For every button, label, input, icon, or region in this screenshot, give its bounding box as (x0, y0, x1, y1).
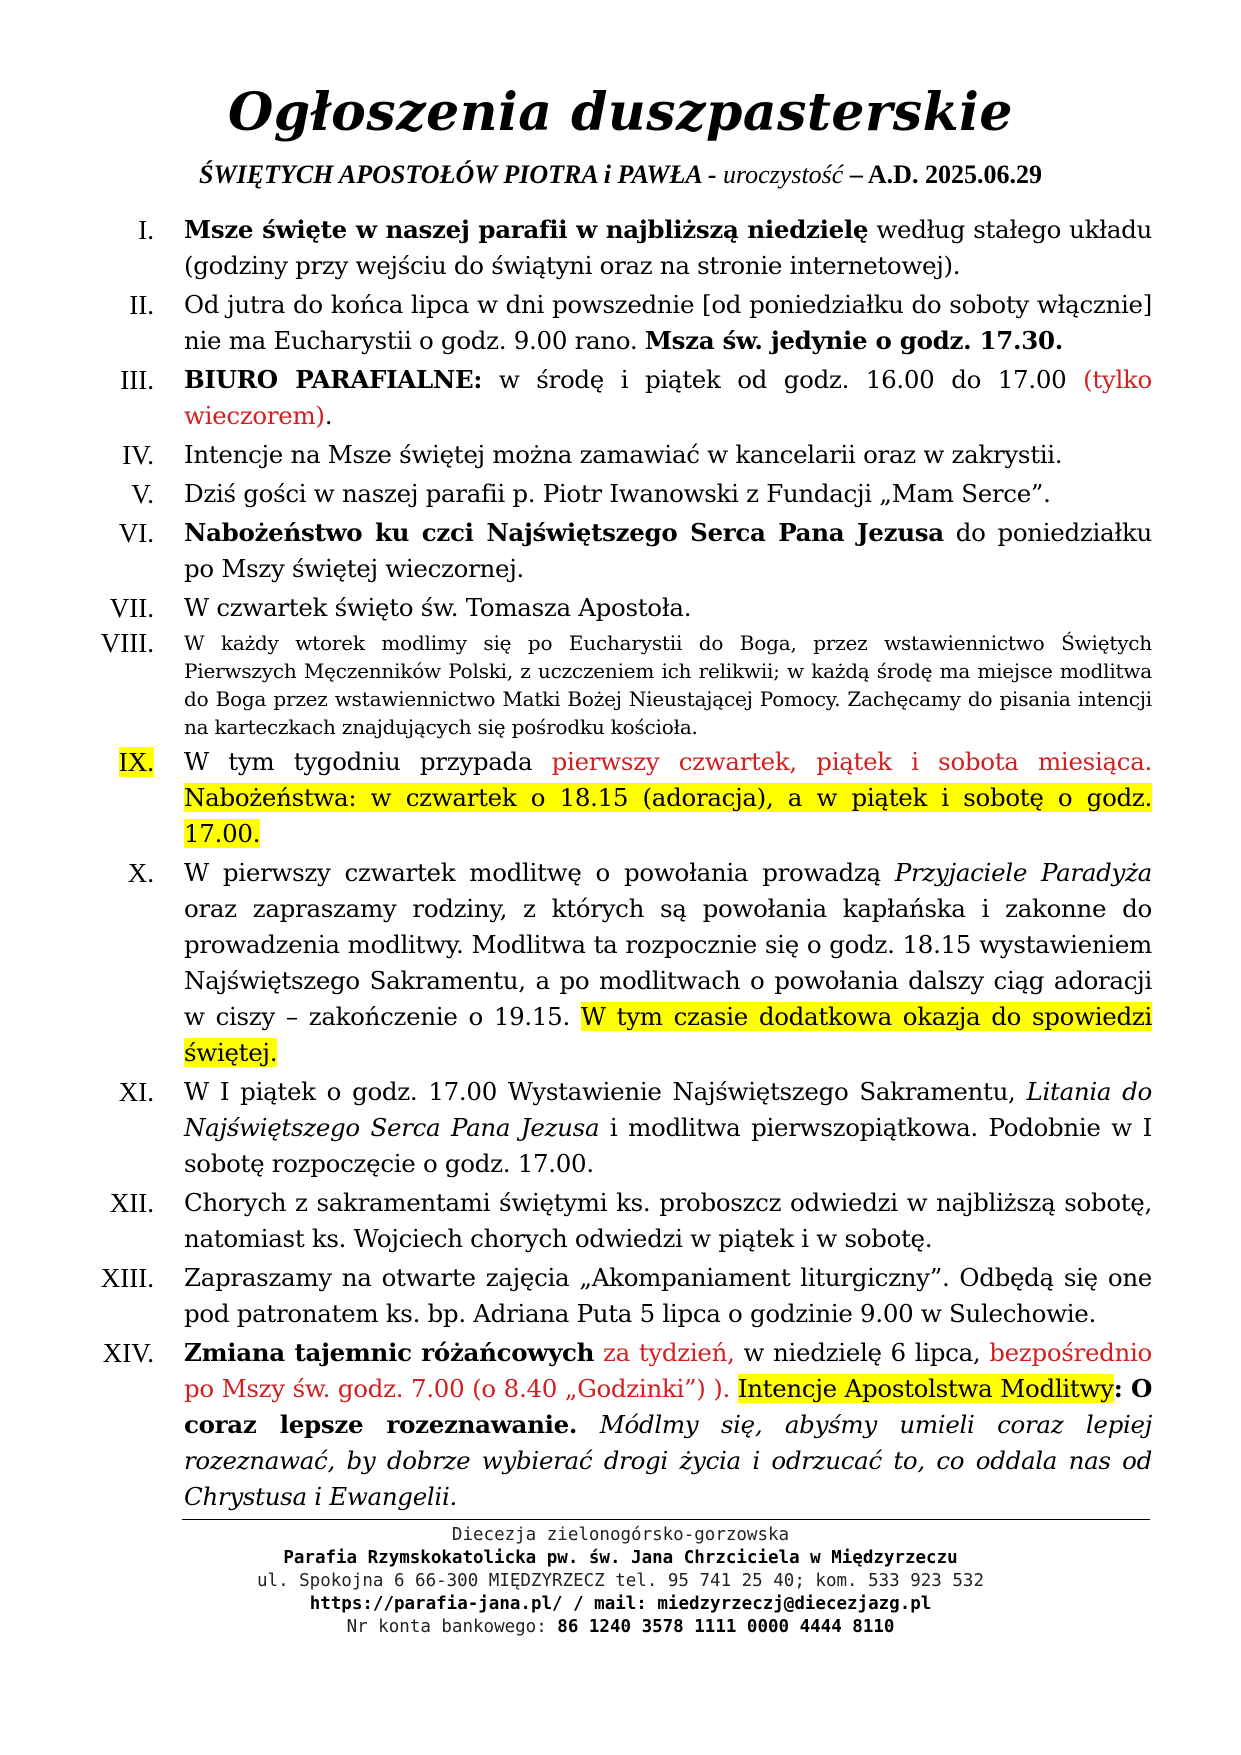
announcement-3 (90, 362, 1152, 434)
item-text-bold: Nabożeństwo ku czci Najświętszego Serca Pana Jezusa (184, 518, 944, 547)
item-text: Chorych z sakramentami świętymi ks. proboszcz odwiedzi w najbliższą sobotę, natomiast ks. Wojciech chorych odwiedzi w piątek i w sobotę. (184, 1188, 1152, 1253)
item-number-highlight: IX. (118, 747, 154, 777)
announcement-14 (90, 1335, 1152, 1515)
announcement-10 (90, 855, 1152, 1071)
page-subtitle (0, 160, 1241, 190)
item-number: VI. (118, 518, 154, 548)
announcement-11 (90, 1074, 1152, 1182)
announcement-5 (90, 476, 1152, 512)
item-text-red: pierwszy czwartek, piątek i sobota miesiąca. (551, 747, 1152, 776)
item-text-colon: : (1113, 1374, 1131, 1403)
item-text-red: za tydzień, (594, 1338, 735, 1367)
item-number: XI. (118, 1077, 154, 1107)
announcement-7 (90, 590, 1152, 626)
item-text-bold: Zmiana tajemnic różańcowych (184, 1338, 595, 1367)
announcement-2 (90, 287, 1152, 359)
announcement-1 (90, 212, 1152, 284)
item-text (184, 212, 1152, 284)
item-text (184, 744, 1152, 852)
item-text-highlight: Intencje Apostolstwa Modlitwy (737, 1374, 1114, 1403)
item-text-rest: w niedzielę 6 lipca, (734, 1338, 990, 1367)
announcement-12 (90, 1185, 1152, 1257)
item-text: W czwartek święto św. Tomasza Apostoła. (184, 593, 692, 622)
item-number: XII. (109, 1188, 154, 1218)
item-text (184, 1074, 1152, 1182)
footer-diocese: Diecezja zielonogórsko-gorzowska (451, 1525, 790, 1545)
announcements-list (90, 212, 1152, 1515)
item-text-rest: w środę i piątek od godz. 16.00 do 17.00 (482, 365, 1084, 394)
item-text: W każdy wtorek modlimy się po Eucharystii do Boga, przez wstawiennictwo Świętych Pierwszych Męczenników Polski, z uczczeniem ich relikwii; w każdą środę ma miejsce modlitwa do Boga przez wstawiennictwo Matki Bożej Nieustającej Pomocy. Zachęcamy do pisania intencji na karteczkach znajdujących się pośrodku kościoła. (184, 631, 1152, 739)
item-text-end: i modlitwa pierwszopiątkowa. Podobnie w I sobotę rozpoczęcie o godz. 17.00. (184, 1113, 1152, 1178)
item-text-bold: Msze święte w naszej parafii w najbliższą niedzielę (184, 215, 869, 244)
announcement-4 (90, 437, 1152, 473)
item-text-middle: oraz zapraszamy rodziny, z których są powołania kapłańska i zakonne do prowadzenia modlitwy. Modlitwa ta rozpocznie się o godz. 18.15 wystawieniem Najświętszego Sakramentu, a po modlitwach o powołania dalszy ciąg adoracji w ciszy – zakończenie o 19.15. (184, 894, 1152, 1031)
item-text-space (730, 1374, 738, 1403)
footer-account-number: 86 1240 3578 1111 0000 4444 8110 (557, 1617, 895, 1637)
item-text-italic: Przyjaciele Paradyża (894, 858, 1152, 887)
item-text-italic: Módlmy się, abyśmy umieli coraz lepiej rozeznawać, by dobrze wybierać drogi życia i odrzucać to, co oddala nas od Chrystusa i Ewangelii. (184, 1410, 1152, 1511)
footer-web: https://parafia-jana.pl/ / mail: miedzyrzeczj@diecezjazg.pl (309, 1594, 932, 1614)
feast-date: – A.D. 2025.06.29 (849, 160, 1042, 189)
item-text (184, 515, 1152, 587)
item-text-bold: Msza św. jedynie o godz. 17.30. (644, 326, 1063, 355)
item-text: Dziś gości w naszej parafii p. Piotr Iwanowski z Fundacji „Mam Serce”. (184, 479, 1051, 508)
item-text-rest: W pierwszy czwartek modlitwę o powołania prowadzą (184, 858, 895, 887)
item-text-rest: Od jutra do końca lipca w dni powszednie [od poniedziałku do soboty włącznie] nie ma Eucharystii o godz. 9.00 rano. (184, 290, 1152, 355)
announcement-8 (90, 629, 1152, 741)
announcement-9 (90, 744, 1152, 852)
footer-account (0, 1616, 1241, 1639)
feast-name: ŚWIĘTYCH APOSTOŁÓW PIOTRA i PAWŁA - (199, 160, 717, 189)
announcement-13 (90, 1260, 1152, 1332)
item-text-bold-2: O coraz lepsze rozeznawanie. (184, 1374, 1153, 1439)
item-text-rest: W I piątek o godz. 17.00 Wystawienie Najświętszego Sakramentu, (184, 1077, 1027, 1106)
item-text-rest: W tym tygodniu przypada (184, 747, 552, 776)
item-number: VIII. (100, 628, 154, 658)
item-text-red-2: bezpośrednio po Mszy św. godz. 7.00 (o 8.40 „Godzinki”) ). (184, 1338, 1153, 1403)
item-number: V. (131, 479, 154, 509)
item-text-end: . (324, 401, 333, 430)
footer-address: ul. Spokojna 6 66-300 MIĘDZYRZECZ tel. 95 741 25 40; kom. 533 923 532 (257, 1571, 984, 1591)
item-text (184, 1335, 1152, 1515)
item-text (184, 287, 1152, 359)
item-text: Zapraszamy na otwarte zajęcia „Akompaniament liturgiczny”. Odbędą się one pod patronatem ks. bp. Adriana Puta 5 lipca o godzinie 9.00 w Sulechowie. (184, 1263, 1152, 1328)
item-number: II. (129, 290, 154, 320)
item-text-highlight: W tym czasie dodatkowa okazja do spowiedzi świętej. (184, 1002, 1152, 1067)
feast-rank: uroczystość (722, 160, 844, 189)
page-title: Ogłoszenia duszpasterskie (227, 82, 1014, 143)
item-number: III. (120, 365, 154, 395)
item-text-italic: Litania do Najświętszego Serca Pana Jezusa (184, 1077, 1152, 1142)
footer-divider (182, 1519, 1150, 1520)
item-text-bold: BIURO PARAFIALNE: (184, 365, 483, 394)
item-number: XIII. (100, 1263, 154, 1293)
item-text-rest: do poniedziałku po Mszy świętej wieczornej. (184, 518, 1152, 583)
footer-parish: Parafia Rzymskokatolicka pw. św. Jana Chrzciciela w Międzyrzeczu (283, 1548, 958, 1568)
item-number: X. (127, 858, 154, 888)
item-number: VII. (109, 593, 154, 623)
item-text: Intencje na Msze świętej można zamawiać w kancelarii oraz w zakrystii. (184, 440, 1063, 469)
item-number: IV. (122, 440, 154, 470)
item-number (90, 744, 184, 780)
announcement-6 (90, 515, 1152, 587)
item-text-highlight: Nabożeństwa: w czwartek o 18.15 (adoracja), a w piątek i sobotę o godz. 17.00. (184, 783, 1152, 848)
item-text-red: (tylko wieczorem) (184, 365, 1153, 430)
footer (0, 1524, 1241, 1639)
item-text (184, 362, 1152, 434)
item-text-rest: według stałego układu (godziny przy wejściu do świątyni oraz na stronie internetowej). (184, 215, 1152, 280)
item-number: XIV. (102, 1338, 154, 1368)
item-number: I. (138, 215, 154, 245)
footer-account-label: Nr konta bankowego: (346, 1617, 558, 1637)
item-text (184, 855, 1152, 1071)
